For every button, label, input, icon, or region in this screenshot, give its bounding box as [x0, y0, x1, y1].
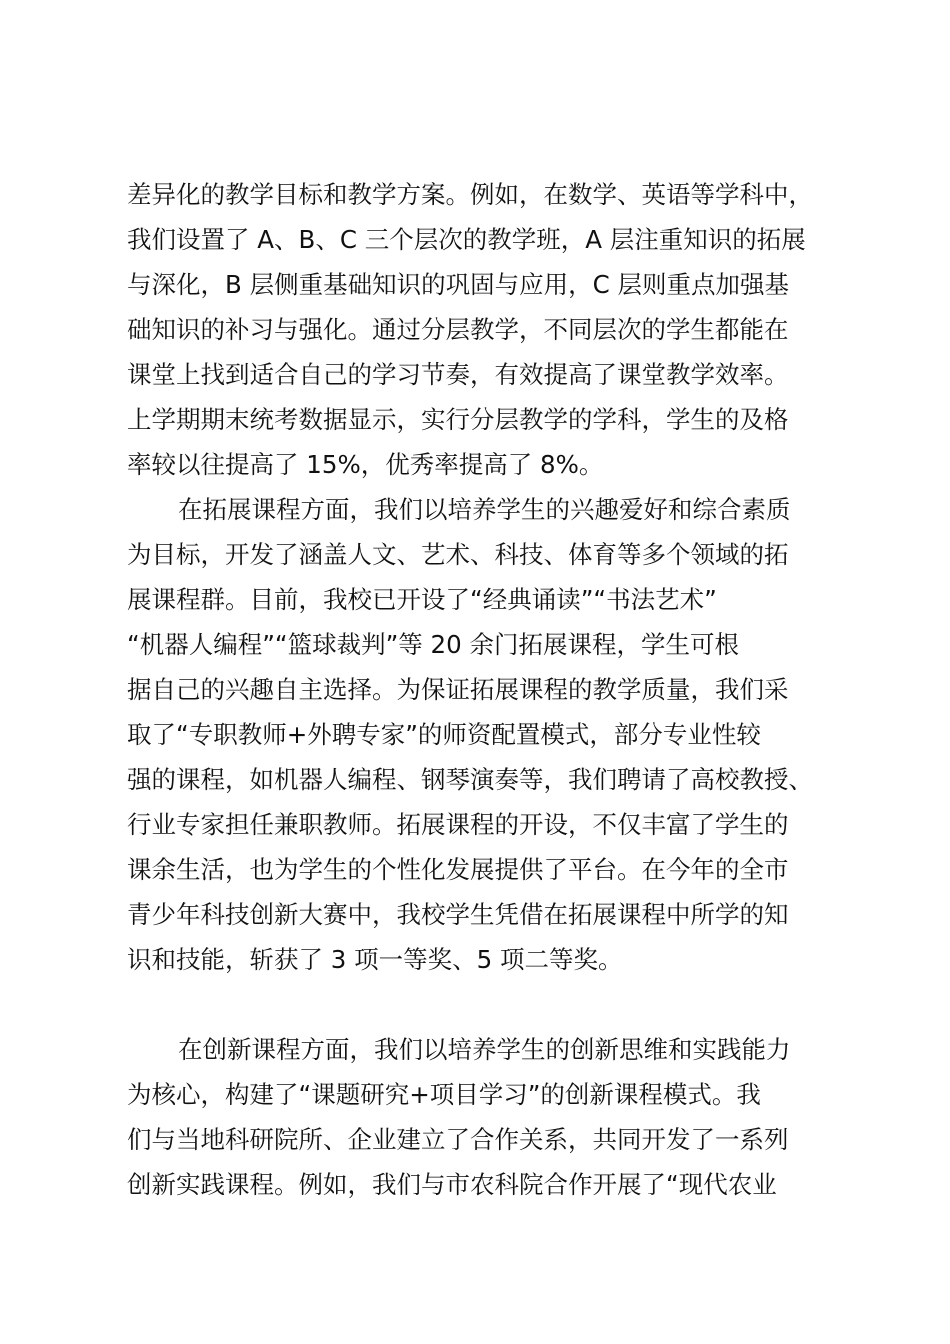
text-line: 青少年科技创新大赛中，我校学生凭借在拓展课程中所学的知 [127, 900, 789, 929]
text-line: 为核心，构建了“课题研究+项目学习”的创新课程模式。我 [127, 1080, 761, 1109]
text-line: 取了“专职教师+外聘专家”的师资配置模式，部分专业性较 [127, 720, 761, 749]
text-line: 强的课程，如机器人编程、钢琴演奏等，我们聘请了高校教授、 [127, 765, 813, 794]
text-line: 们与当地科研院所、企业建立了合作关系，共同开发了一系列 [127, 1125, 789, 1154]
text-line: 行业专家担任兼职教师。拓展课程的开设，不仅丰富了学生的 [127, 810, 789, 839]
text-line: 差异化的教学目标和教学方案。例如，在数学、英语等学科中， [127, 180, 813, 209]
text-line: “机器人编程”“篮球裁判”等 20 余门拓展课程，学生可根 [127, 630, 740, 659]
text-line: 率较以往提高了 15%，优秀率提高了 8%。 [127, 450, 604, 479]
text-line: 课堂上找到适合自己的学习节奏，有效提高了课堂教学效率。 [127, 360, 789, 389]
text-line: 上学期期末统考数据显示，实行分层教学的学科，学生的及格 [127, 405, 789, 434]
text-line: 展课程群。目前，我校已开设了“经典诵读”“书法艺术” [127, 585, 717, 614]
text-line: 在创新课程方面，我们以培养学生的创新思维和实践能力 [178, 1035, 791, 1064]
text-line: 在拓展课程方面，我们以培养学生的兴趣爱好和综合素质 [178, 495, 791, 524]
text-line: 我们设置了 A、B、C 三个层次的教学班，A 层注重知识的拓展 [127, 225, 806, 254]
text-line: 础知识的补习与强化。通过分层教学，不同层次的学生都能在 [127, 315, 789, 344]
text-line: 与深化，B 层侧重基础知识的巩固与应用，C 层则重点加强基 [127, 270, 789, 299]
text-line: 为目标，开发了涵盖人文、艺术、科技、体育等多个领域的拓 [127, 540, 789, 569]
text-line: 据自己的兴趣自主选择。为保证拓展课程的教学质量，我们采 [127, 675, 789, 704]
text-line: 识和技能，斩获了 3 项一等奖、5 项二等奖。 [127, 945, 623, 974]
text-line: 创新实践课程。例如，我们与市农科院合作开展了“现代农业 [127, 1170, 777, 1199]
text-line: 课余生活，也为学生的个性化发展提供了平台。在今年的全市 [127, 855, 789, 884]
